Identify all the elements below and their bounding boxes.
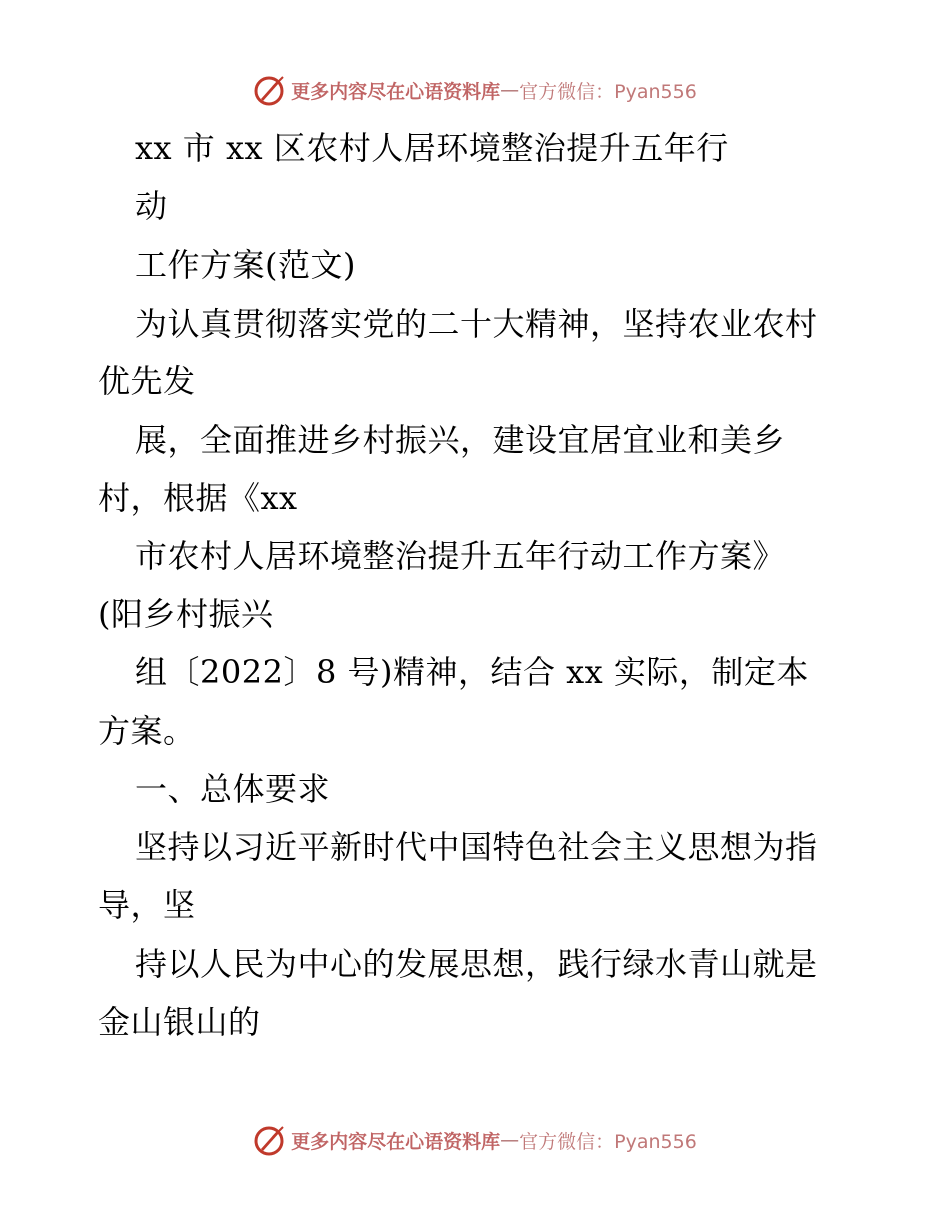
doc-text-line: 方案。 [98, 712, 196, 750]
doc-text-line: 坚持以习近平新时代中国特色社会主义思想为指 [135, 828, 818, 866]
doc-text-line: 为认真贯彻落实党的二十大精神，坚持农业农村 [135, 305, 818, 343]
watermark-wechat-text: 官方微信：Pyan556 [519, 80, 697, 103]
doc-text-line: 组〔2022〕8 号)精神，结合 xx 实际，制定本 [135, 653, 809, 691]
doc-text-line: 持以人民为中心的发展思想，践行绿水青山就是 [135, 945, 818, 983]
doc-title-line-1: xx 市 xx 区农村人居环境整治提升五年行 [135, 129, 729, 167]
pen-logo-icon [253, 73, 287, 107]
doc-text-line: 优先发 [98, 362, 196, 400]
doc-text-line: 市农村人居环境整治提升五年行动工作方案》 [135, 537, 786, 575]
watermark-wechat-text: 官方微信：Pyan556 [519, 1130, 697, 1153]
doc-text-line: 金山银山的 [98, 1003, 261, 1041]
doc-text-line: 村，根据《xx [98, 479, 298, 517]
doc-subtitle: 工作方案(范文) [135, 246, 356, 284]
section-heading: 一、总体要求 [135, 770, 331, 808]
watermark-main-text: 更多内容尽在心语资料库 [291, 1130, 501, 1153]
watermark-separator: — [500, 1129, 520, 1151]
watermark-main-text: 更多内容尽在心语资料库 [291, 80, 501, 103]
header-watermark [0, 70, 950, 110]
doc-text-line: 展，全面推进乡村振兴，建设宜居宜业和美乡 [135, 421, 786, 459]
pen-logo-icon [253, 1123, 287, 1157]
doc-text-line: 导，坚 [98, 886, 196, 924]
doc-title-line-2: 动 [135, 187, 168, 225]
doc-text-line: (阳乡村振兴 [98, 595, 274, 633]
watermark-separator: — [500, 79, 520, 101]
footer-watermark [0, 1120, 950, 1160]
